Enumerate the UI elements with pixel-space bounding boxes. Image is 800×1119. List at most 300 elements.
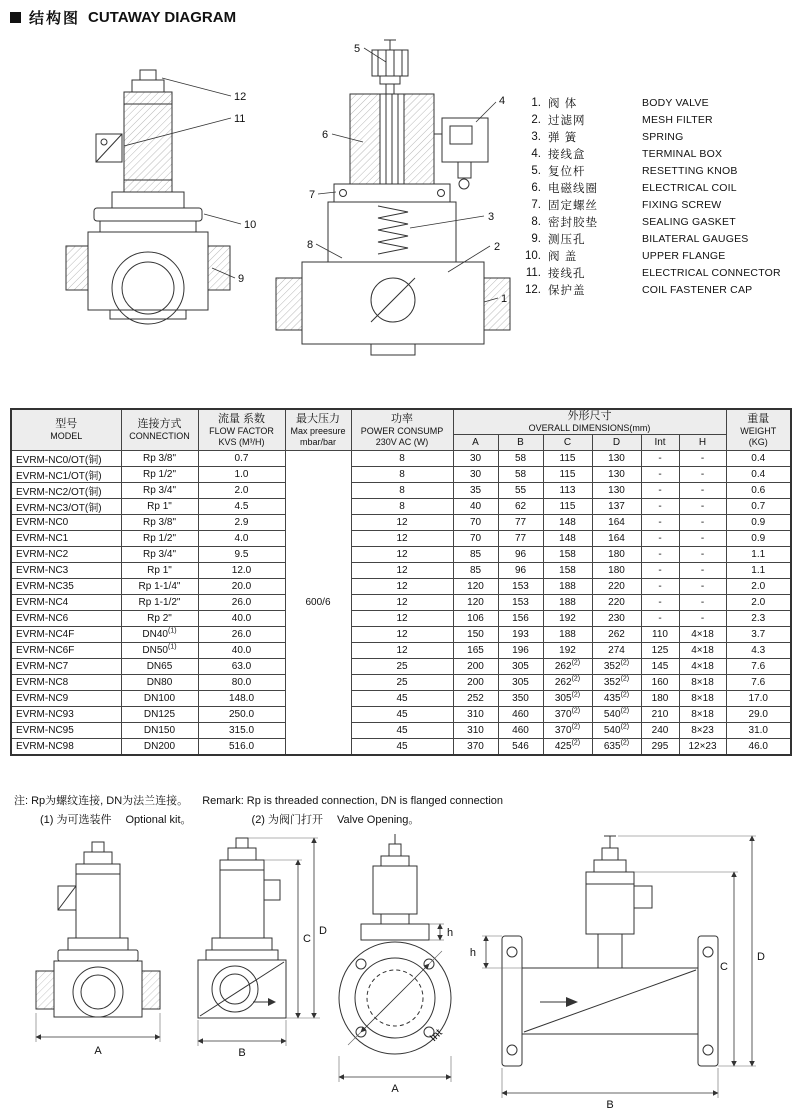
spec-cell: EVRM-NC3 xyxy=(11,563,121,579)
spec-cell: 26.0 xyxy=(198,627,285,643)
spec-cell: 370$^{(2)}$ xyxy=(543,707,592,723)
parts-list-item xyxy=(515,230,793,247)
spec-cell: 3.7 xyxy=(726,627,791,643)
note-2-en: Valve Opening。 xyxy=(337,814,420,826)
part-number: 7. xyxy=(531,198,541,211)
spec-cell: 0.4 xyxy=(726,451,791,467)
spec-cell: Rp 3/8" xyxy=(121,451,198,467)
spec-cell: 1.1 xyxy=(726,547,791,563)
spec-cell: 350 xyxy=(498,691,543,707)
spec-cell: - xyxy=(679,467,726,483)
spec-cell: - xyxy=(679,547,726,563)
spec-cell: 12.0 xyxy=(198,563,285,579)
spec-cell: Rp 3/8" xyxy=(121,515,198,531)
spec-cell: 295 xyxy=(641,739,679,755)
spec-cell: - xyxy=(679,579,726,595)
spec-cell: 252 xyxy=(453,691,498,707)
spec-cell: 165 xyxy=(453,643,498,659)
spec-cell: EVRM-NC3/OT(铜) xyxy=(11,499,121,515)
spec-cell: EVRM-NC95 xyxy=(11,723,121,739)
spec-cell: Rp 1" xyxy=(121,563,198,579)
dim-label-b-flanged: B xyxy=(606,1099,614,1111)
spec-cell: DN125 xyxy=(121,707,198,723)
spec-cell: 200 xyxy=(453,659,498,675)
dim-a-small xyxy=(36,1013,160,1057)
spec-table-row xyxy=(11,483,791,499)
flow-arrow-icon xyxy=(268,998,276,1006)
dimension-drawings xyxy=(10,830,790,1115)
spec-cell: 4.5 xyxy=(198,499,285,515)
part-number: 9. xyxy=(531,232,541,245)
page-title-cn: 结构图 xyxy=(29,10,81,27)
part-name-cn: 阀 体 xyxy=(548,97,578,110)
cutaway-drawing-small-valve xyxy=(40,62,275,402)
spec-table-row xyxy=(11,579,791,595)
dims-side-small xyxy=(198,838,327,1059)
spec-cell: 96 xyxy=(498,547,543,563)
parts-list-item xyxy=(515,162,793,179)
col-header-flow-factor: 流量 系数 FLOW FACTOR KVS (M³/H) xyxy=(198,409,285,451)
spec-cell: 80.0 xyxy=(198,675,285,691)
spec-table-row xyxy=(11,691,791,707)
spec-cell: 12 xyxy=(351,515,453,531)
spec-cell: 240 xyxy=(641,723,679,739)
spec-cell: 188 xyxy=(543,595,592,611)
spec-cell: 180 xyxy=(641,691,679,707)
part-name-en: SPRING xyxy=(642,130,684,143)
spec-cell: DN65 xyxy=(121,659,198,675)
note-2-cn: (2) 为阀门打开 xyxy=(251,814,324,826)
spec-table-row xyxy=(11,451,791,467)
part-number: 12. xyxy=(525,283,541,296)
spec-cell: 40.0 xyxy=(198,643,285,659)
spec-cell: EVRM-NC2/OT(铜) xyxy=(11,483,121,499)
page-title xyxy=(10,7,236,28)
dim-drawing-front-small xyxy=(36,842,160,1017)
dim-label-h-front: h xyxy=(447,927,454,939)
spec-cell: 9.5 xyxy=(198,547,285,563)
spec-cell: 120 xyxy=(453,579,498,595)
spec-cell: 305$^{(2)}$ xyxy=(543,691,592,707)
spec-cell: DN40$^{(1)}$ xyxy=(121,627,198,643)
spec-cell: - xyxy=(641,611,679,627)
cutaway-drawing-main-valve xyxy=(268,34,516,402)
callout-3: 3 xyxy=(488,211,495,223)
part-name-cn: 接线盒 xyxy=(548,148,586,161)
spec-cell: 40.0 xyxy=(198,611,285,627)
table-note-remark xyxy=(14,792,503,808)
spec-cell: EVRM-NC93 xyxy=(11,707,121,723)
col-header-dim-h: H xyxy=(679,435,726,451)
spec-cell: 58 xyxy=(498,467,543,483)
spec-cell: 35 xyxy=(453,483,498,499)
part-name-en: SEALING GASKET xyxy=(642,215,736,228)
spec-cell: 4×18 xyxy=(679,643,726,659)
spec-cell: 0.7 xyxy=(726,499,791,515)
spec-cell: 20.0 xyxy=(198,579,285,595)
part-name-cn: 电磁线圈 xyxy=(548,182,598,195)
dim-drawing-front-flanged xyxy=(339,834,454,1054)
dim-label-a-small: A xyxy=(94,1045,102,1057)
spec-cell: 315.0 xyxy=(198,723,285,739)
spec-cell: 250.0 xyxy=(198,707,285,723)
spec-cell: 45 xyxy=(351,691,453,707)
spec-cell: 8 xyxy=(351,467,453,483)
spec-cell: 305 xyxy=(498,675,543,691)
spec-cell: - xyxy=(641,547,679,563)
callout-6: 6 xyxy=(322,129,329,141)
col-header-weight: 重量 WEIGHT (KG) xyxy=(726,409,791,451)
dim-drawing-side-small xyxy=(198,838,286,1018)
part-name-cn: 阀 盖 xyxy=(548,250,578,263)
col-header-power: 功率 POWER CONSUMP 230V AC (W) xyxy=(351,409,453,451)
callout-7: 7 xyxy=(309,189,316,201)
spec-cell: 2.0 xyxy=(198,483,285,499)
part-number: 5. xyxy=(531,164,541,177)
spec-cell: - xyxy=(679,515,726,531)
spec-cell: 45 xyxy=(351,707,453,723)
spec-cell: 113 xyxy=(543,483,592,499)
spec-cell: 305 xyxy=(498,659,543,675)
spec-cell: 77 xyxy=(498,515,543,531)
spec-cell: - xyxy=(641,467,679,483)
dim-label-d-flanged: D xyxy=(757,951,765,963)
spec-cell: 125 xyxy=(641,643,679,659)
col-header-dim-c: C xyxy=(543,435,592,451)
part-name-en: BODY VALVE xyxy=(642,96,709,109)
spec-cell: 4×18 xyxy=(679,659,726,675)
spec-cell: - xyxy=(641,563,679,579)
callout-5: 5 xyxy=(354,43,361,55)
parts-list xyxy=(515,94,793,298)
spec-cell: 435$^{(2)}$ xyxy=(592,691,641,707)
part-name-cn: 密封胶垫 xyxy=(548,216,598,229)
spec-cell: 85 xyxy=(453,547,498,563)
spec-cell: Rp 1/2" xyxy=(121,531,198,547)
spec-cell: DN80 xyxy=(121,675,198,691)
spec-cell: 12 xyxy=(351,579,453,595)
col-header-dim-a: A xyxy=(453,435,498,451)
part-number: 3. xyxy=(531,130,541,143)
callout-9: 9 xyxy=(238,273,245,285)
callout-1: 1 xyxy=(501,293,508,305)
spec-cell: 193 xyxy=(498,627,543,643)
spec-cell: 262$^{(2)}$ xyxy=(543,675,592,691)
spec-cell: 460 xyxy=(498,723,543,739)
part-name-en: UPPER FLANGE xyxy=(642,249,726,262)
callout-4: 4 xyxy=(499,95,506,107)
spec-cell: 45 xyxy=(351,739,453,755)
spec-cell: Rp 3/4" xyxy=(121,483,198,499)
spec-cell: - xyxy=(641,451,679,467)
part-name-en: FIXING SCREW xyxy=(642,198,722,211)
spec-cell: 4.0 xyxy=(198,531,285,547)
spec-cell: 2.9 xyxy=(198,515,285,531)
spec-cell: 164 xyxy=(592,515,641,531)
spec-cell: EVRM-NC7 xyxy=(11,659,121,675)
spec-cell: 106 xyxy=(453,611,498,627)
spec-cell: 160 xyxy=(641,675,679,691)
spec-cell: 150 xyxy=(453,627,498,643)
note-remark-en: Remark: Rp is threaded connection, DN is flanged connection xyxy=(202,795,504,807)
part-name-cn: 复位杆 xyxy=(548,165,586,178)
note-1-cn: (1) 为可选装件 xyxy=(40,814,112,826)
dim-label-a-flanged: A xyxy=(391,1083,399,1095)
spec-cell: 262$^{(2)}$ xyxy=(543,659,592,675)
dim-label-c-small: C xyxy=(303,933,311,945)
spec-table-row xyxy=(11,643,791,659)
spec-cell: 145 xyxy=(641,659,679,675)
page-title-en: CUTAWAY DIAGRAM xyxy=(88,9,237,26)
spec-cell: 310 xyxy=(453,707,498,723)
max-pressure-value: 600/6 xyxy=(285,451,351,755)
parts-list-item xyxy=(515,179,793,196)
parts-list-item xyxy=(515,247,793,264)
part-name-cn: 过滤网 xyxy=(548,114,586,127)
col-header-dim-int: Int xyxy=(641,435,679,451)
spec-table-row xyxy=(11,595,791,611)
spec-cell: 180 xyxy=(592,563,641,579)
flow-arrow-icon xyxy=(566,997,578,1007)
spec-cell: 120 xyxy=(453,595,498,611)
spec-cell: 540$^{(2)}$ xyxy=(592,707,641,723)
spec-cell: 55 xyxy=(498,483,543,499)
spec-cell: 635$^{(2)}$ xyxy=(592,739,641,755)
spec-cell: EVRM-NC1 xyxy=(11,531,121,547)
spec-cell: DN200 xyxy=(121,739,198,755)
part-number: 8. xyxy=(531,215,541,228)
spec-cell: 2.0 xyxy=(726,595,791,611)
spec-cell: 1.0 xyxy=(198,467,285,483)
spec-cell: 230 xyxy=(592,611,641,627)
spec-cell: - xyxy=(641,483,679,499)
spec-cell: 0.7 xyxy=(198,451,285,467)
spec-cell: 31.0 xyxy=(726,723,791,739)
dim-label-c-flanged: C xyxy=(720,961,728,973)
spec-cell: 2.3 xyxy=(726,611,791,627)
part-number: 2. xyxy=(531,113,541,126)
spec-cell: Rp 1-1/4" xyxy=(121,579,198,595)
spec-cell: 7.6 xyxy=(726,675,791,691)
spec-cell: - xyxy=(641,595,679,611)
spec-cell: - xyxy=(679,563,726,579)
col-header-dim-d: D xyxy=(592,435,641,451)
parts-list-item xyxy=(515,213,793,230)
callout-12: 12 xyxy=(234,91,247,103)
spec-cell: 0.4 xyxy=(726,467,791,483)
spec-cell: 156 xyxy=(498,611,543,627)
spec-cell: 200 xyxy=(453,675,498,691)
spec-cell: 8 xyxy=(351,451,453,467)
spec-cell: 352$^{(2)}$ xyxy=(592,675,641,691)
part-name-en: COIL FASTENER CAP xyxy=(642,283,753,296)
spec-table-row xyxy=(11,515,791,531)
spec-cell: 46.0 xyxy=(726,739,791,755)
spec-cell: 158 xyxy=(543,547,592,563)
spec-cell: 12 xyxy=(351,627,453,643)
part-name-en: BILATERAL GAUGES xyxy=(642,232,749,245)
spec-cell: Rp 1" xyxy=(121,499,198,515)
spec-cell: - xyxy=(679,499,726,515)
spec-cell: 8 xyxy=(351,483,453,499)
part-name-cn: 保护盖 xyxy=(548,284,586,297)
spec-cell: 30 xyxy=(453,467,498,483)
spec-cell: EVRM-NC1/OT(铜) xyxy=(11,467,121,483)
part-name-en: TERMINAL BOX xyxy=(642,147,723,160)
dims-side-flanged xyxy=(470,836,765,1111)
spec-cell: 188 xyxy=(543,627,592,643)
spec-table-row xyxy=(11,627,791,643)
spec-cell: - xyxy=(641,515,679,531)
spec-cell: Rp 1-1/2" xyxy=(121,595,198,611)
dim-label-d-small: D xyxy=(319,925,327,937)
spec-cell: - xyxy=(679,595,726,611)
spec-cell: EVRM-NC6 xyxy=(11,611,121,627)
spec-cell: - xyxy=(679,451,726,467)
spec-cell: EVRM-NC4F xyxy=(11,627,121,643)
spec-cell: 25 xyxy=(351,659,453,675)
spec-cell: 148.0 xyxy=(198,691,285,707)
col-header-model: 型号 MODEL xyxy=(11,409,121,451)
spec-cell: EVRM-NC98 xyxy=(11,739,121,755)
spec-cell: 25 xyxy=(351,675,453,691)
spec-cell: 58 xyxy=(498,451,543,467)
spec-cell: 192 xyxy=(543,643,592,659)
spec-cell: 12 xyxy=(351,547,453,563)
spec-cell: EVRM-NC2 xyxy=(11,547,121,563)
parts-list-item xyxy=(515,264,793,281)
spec-cell: EVRM-NC35 xyxy=(11,579,121,595)
parts-list-item xyxy=(515,128,793,145)
dim-label-int: Int xyxy=(427,1026,445,1045)
spec-cell: 130 xyxy=(592,467,641,483)
spec-cell: 262 xyxy=(592,627,641,643)
spec-cell: - xyxy=(641,499,679,515)
spec-cell: 148 xyxy=(543,515,592,531)
spec-cell: EVRM-NC9 xyxy=(11,691,121,707)
spec-cell: 0.9 xyxy=(726,531,791,547)
spec-cell: 220 xyxy=(592,579,641,595)
spec-cell: 196 xyxy=(498,643,543,659)
spec-cell: 96 xyxy=(498,563,543,579)
spec-cell: 115 xyxy=(543,451,592,467)
spec-cell: 7.6 xyxy=(726,659,791,675)
spec-cell: 40 xyxy=(453,499,498,515)
spec-cell: 130 xyxy=(592,451,641,467)
spec-cell: 63.0 xyxy=(198,659,285,675)
spec-cell: EVRM-NC6F xyxy=(11,643,121,659)
col-header-connection: 连接方式 CONNECTION xyxy=(121,409,198,451)
spec-cell: 188 xyxy=(543,579,592,595)
spec-table-body xyxy=(11,451,791,755)
spec-cell: - xyxy=(641,531,679,547)
spec-cell: - xyxy=(641,579,679,595)
callout-10: 10 xyxy=(244,219,257,231)
spec-table-row xyxy=(11,707,791,723)
spec-cell: 4.3 xyxy=(726,643,791,659)
spec-table-row xyxy=(11,659,791,675)
spec-cell: 115 xyxy=(543,499,592,515)
table-note-footnotes xyxy=(40,811,419,827)
spec-cell: - xyxy=(679,483,726,499)
spec-cell: 12 xyxy=(351,531,453,547)
spec-cell: 546 xyxy=(498,739,543,755)
part-name-en: ELECTRICAL CONNECTOR xyxy=(642,266,781,279)
spec-cell: - xyxy=(679,531,726,547)
col-header-dim-b: B xyxy=(498,435,543,451)
dim-label-h-side: h xyxy=(469,947,476,959)
spec-cell: 26.0 xyxy=(198,595,285,611)
spec-cell: 352$^{(2)}$ xyxy=(592,659,641,675)
spec-cell: 12 xyxy=(351,595,453,611)
bullet-square-icon xyxy=(10,12,21,23)
spec-cell: 164 xyxy=(592,531,641,547)
spec-cell: 70 xyxy=(453,531,498,547)
col-header-dimensions: 外形尺寸 OVERALL DIMENSIONS(mm) xyxy=(453,409,726,435)
spec-cell: 310 xyxy=(453,723,498,739)
part-number: 1. xyxy=(531,96,541,109)
spec-cell: 45 xyxy=(351,723,453,739)
note-remark-cn: 注: Rp为螺纹连接, DN为法兰连接。 xyxy=(14,795,189,807)
part-name-en: RESETTING KNOB xyxy=(642,164,738,177)
spec-cell: DN150 xyxy=(121,723,198,739)
spec-cell: 17.0 xyxy=(726,691,791,707)
part-name-cn: 固定螺丝 xyxy=(548,199,598,212)
spec-table-row xyxy=(11,563,791,579)
spec-cell: Rp 1/2" xyxy=(121,467,198,483)
spec-cell: 12 xyxy=(351,563,453,579)
spec-cell: 70 xyxy=(453,515,498,531)
spec-cell: 540$^{(2)}$ xyxy=(592,723,641,739)
callout-8: 8 xyxy=(307,239,314,251)
spec-cell: 12 xyxy=(351,643,453,659)
callout-2: 2 xyxy=(494,241,501,253)
spec-cell: 12 xyxy=(351,611,453,627)
spec-cell: 8×23 xyxy=(679,723,726,739)
spec-cell: 130 xyxy=(592,483,641,499)
spec-table-header xyxy=(11,409,791,451)
spec-cell: 148 xyxy=(543,531,592,547)
part-number: 10. xyxy=(525,249,541,262)
dims-front-flanged xyxy=(339,924,453,1095)
spec-cell: 62 xyxy=(498,499,543,515)
spec-cell: 29.0 xyxy=(726,707,791,723)
spec-cell: 2.0 xyxy=(726,579,791,595)
spec-cell: 8×18 xyxy=(679,691,726,707)
spec-cell: 425$^{(2)}$ xyxy=(543,739,592,755)
spec-cell: 192 xyxy=(543,611,592,627)
dim-label-b-small: B xyxy=(238,1047,246,1059)
parts-list-item xyxy=(515,145,793,162)
part-name-cn: 测压孔 xyxy=(548,233,586,246)
spec-cell: - xyxy=(679,611,726,627)
spec-cell: 210 xyxy=(641,707,679,723)
spec-cell: 85 xyxy=(453,563,498,579)
spec-table-row xyxy=(11,467,791,483)
spec-cell: 4×18 xyxy=(679,627,726,643)
spec-cell: Rp 2" xyxy=(121,611,198,627)
spec-cell: 180 xyxy=(592,547,641,563)
parts-list-item xyxy=(515,281,793,298)
callout-11: 11 xyxy=(234,113,246,125)
spec-table xyxy=(10,408,792,756)
note-1-en: Optional kit。 xyxy=(125,814,192,826)
spec-cell: 8×18 xyxy=(679,707,726,723)
spec-cell: 8×18 xyxy=(679,675,726,691)
spec-cell: 460 xyxy=(498,707,543,723)
dim-drawing-side-flanged xyxy=(502,836,718,1066)
spec-cell: 274 xyxy=(592,643,641,659)
